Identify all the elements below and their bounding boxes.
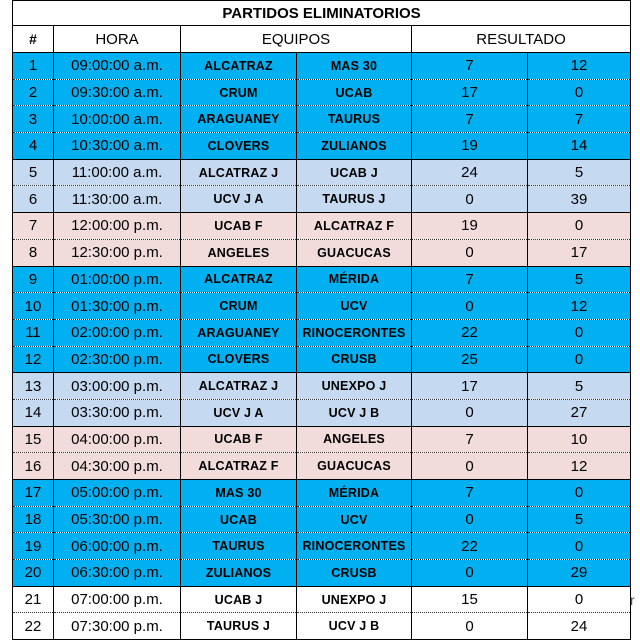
score1-cell: 0 (412, 453, 528, 480)
score1-cell: 17 (412, 373, 528, 400)
score2-cell: 5 (528, 373, 631, 400)
score2-cell: 0 (528, 533, 631, 560)
table-row (13, 319, 631, 346)
team1-cell: ARAGUANEY (181, 319, 297, 346)
team2-cell: CRUSB (297, 346, 412, 373)
team1-cell: ALCATRAZ (181, 53, 297, 80)
score1-cell: 25 (412, 346, 528, 373)
score1-cell: 19 (412, 213, 528, 240)
table-row (13, 560, 631, 587)
score2-cell: 12 (528, 53, 631, 80)
team1-cell: ARAGUANEY (181, 106, 297, 133)
team1-cell: ALCATRAZ J (181, 159, 297, 186)
score1-cell: 24 (412, 159, 528, 186)
match-number-cell: 10 (13, 293, 54, 320)
score2-cell: 0 (528, 213, 631, 240)
score1-cell: 0 (412, 293, 528, 320)
team1-cell: CRUM (181, 293, 297, 320)
time-cell: 03:30:00 p.m. (54, 399, 181, 426)
team2-cell: TAURUS (297, 106, 412, 133)
team2-cell: UCV J B (297, 399, 412, 426)
matches-table (12, 0, 631, 640)
score2-cell: 5 (528, 506, 631, 533)
table-row (13, 106, 631, 133)
team2-cell: GUACUCAS (297, 453, 412, 480)
team1-cell: CLOVERS (181, 346, 297, 373)
score2-cell: 14 (528, 133, 631, 160)
score1-cell: 0 (412, 506, 528, 533)
match-number-cell: 14 (13, 399, 54, 426)
match-number-cell: 2 (13, 79, 54, 106)
table-row (13, 79, 631, 106)
table-row (13, 399, 631, 426)
team1-cell: UCAB F (181, 213, 297, 240)
score1-cell: 0 (412, 613, 528, 640)
time-cell: 10:30:00 a.m. (54, 133, 181, 160)
team1-cell: CLOVERS (181, 133, 297, 160)
match-number-cell: 18 (13, 506, 54, 533)
team2-cell: ANGELES (297, 426, 412, 453)
score2-cell: 29 (528, 560, 631, 587)
match-number-cell: 19 (13, 533, 54, 560)
team1-cell: UCV J A (181, 186, 297, 213)
table-row (13, 453, 631, 480)
team2-cell: CRUSB (297, 560, 412, 587)
time-cell: 09:00:00 a.m. (54, 53, 181, 80)
header-resultado: RESULTADO (412, 26, 631, 53)
score2-cell: 0 (528, 586, 631, 613)
score1-cell: 0 (412, 239, 528, 266)
table-row (13, 426, 631, 453)
team2-cell: TAURUS J (297, 186, 412, 213)
score2-cell: 0 (528, 319, 631, 346)
time-cell: 04:00:00 p.m. (54, 426, 181, 453)
team2-cell: UCAB (297, 79, 412, 106)
table-title: PARTIDOS ELIMINATORIOS (13, 1, 631, 26)
match-number-cell: 20 (13, 560, 54, 587)
score1-cell: 22 (412, 319, 528, 346)
team2-cell: UNEXPO J (297, 373, 412, 400)
score2-cell: 7 (528, 106, 631, 133)
score2-cell: 27 (528, 399, 631, 426)
match-number-cell: 6 (13, 186, 54, 213)
score1-cell: 22 (412, 533, 528, 560)
team1-cell: TAURUS J (181, 613, 297, 640)
team2-cell: UCV (297, 506, 412, 533)
table-row (13, 533, 631, 560)
time-cell: 11:30:00 a.m. (54, 186, 181, 213)
team1-cell: ALCATRAZ F (181, 453, 297, 480)
score1-cell: 7 (412, 266, 528, 293)
score2-cell: 5 (528, 266, 631, 293)
score1-cell: 17 (412, 79, 528, 106)
table-row (13, 186, 631, 213)
header-num: # (13, 26, 54, 53)
table-row (13, 346, 631, 373)
team2-cell: RINOCERONTES (297, 533, 412, 560)
team1-cell: UCAB J (181, 586, 297, 613)
match-number-cell: 7 (13, 213, 54, 240)
score1-cell: 7 (412, 106, 528, 133)
time-cell: 05:00:00 p.m. (54, 480, 181, 507)
team1-cell: ANGELES (181, 239, 297, 266)
team1-cell: MAS 30 (181, 480, 297, 507)
team2-cell: UCAB J (297, 159, 412, 186)
table-row (13, 266, 631, 293)
team2-cell: MAS 30 (297, 53, 412, 80)
table-row (13, 159, 631, 186)
time-cell: 01:30:00 p.m. (54, 293, 181, 320)
match-number-cell: 1 (13, 53, 54, 80)
time-cell: 07:00:00 p.m. (54, 586, 181, 613)
score2-cell: 0 (528, 79, 631, 106)
team2-cell: RINOCERONTES (297, 319, 412, 346)
match-number-cell: 22 (13, 613, 54, 640)
time-cell: 02:00:00 p.m. (54, 319, 181, 346)
match-number-cell: 5 (13, 159, 54, 186)
time-cell: 09:30:00 a.m. (54, 79, 181, 106)
team1-cell: ZULIANOS (181, 560, 297, 587)
score2-cell: 12 (528, 453, 631, 480)
time-cell: 12:00:00 p.m. (54, 213, 181, 240)
team1-cell: UCV J A (181, 399, 297, 426)
team2-cell: UCV J B (297, 613, 412, 640)
score2-cell: 10 (528, 426, 631, 453)
team1-cell: UCAB F (181, 426, 297, 453)
time-cell: 11:00:00 a.m. (54, 159, 181, 186)
spreadsheet (12, 0, 630, 640)
team1-cell: CRUM (181, 79, 297, 106)
team2-cell: ZULIANOS (297, 133, 412, 160)
time-cell: 06:00:00 p.m. (54, 533, 181, 560)
team2-cell: UCV (297, 293, 412, 320)
header-equipos: EQUIPOS (181, 26, 412, 53)
match-number-cell: 8 (13, 239, 54, 266)
clipped-side-text: r (630, 592, 635, 608)
table-row (13, 133, 631, 160)
header-hora: HORA (54, 26, 181, 53)
team1-cell: ALCATRAZ J (181, 373, 297, 400)
score2-cell: 0 (528, 346, 631, 373)
time-cell: 02:30:00 p.m. (54, 346, 181, 373)
match-number-cell: 16 (13, 453, 54, 480)
time-cell: 03:00:00 p.m. (54, 373, 181, 400)
time-cell: 10:00:00 a.m. (54, 106, 181, 133)
table-row (13, 480, 631, 507)
team1-cell: TAURUS (181, 533, 297, 560)
match-number-cell: 12 (13, 346, 54, 373)
team2-cell: ALCATRAZ F (297, 213, 412, 240)
time-cell: 04:30:00 p.m. (54, 453, 181, 480)
team2-cell: GUACUCAS (297, 239, 412, 266)
match-number-cell: 21 (13, 586, 54, 613)
score2-cell: 12 (528, 293, 631, 320)
table-row (13, 586, 631, 613)
table-row (13, 213, 631, 240)
time-cell: 12:30:00 p.m. (54, 239, 181, 266)
score1-cell: 7 (412, 53, 528, 80)
team2-cell: UNEXPO J (297, 586, 412, 613)
score2-cell: 0 (528, 480, 631, 507)
time-cell: 05:30:00 p.m. (54, 506, 181, 533)
team2-cell: MÉRIDA (297, 480, 412, 507)
score1-cell: 7 (412, 480, 528, 507)
time-cell: 01:00:00 p.m. (54, 266, 181, 293)
team2-cell: MÉRIDA (297, 266, 412, 293)
score1-cell: 0 (412, 399, 528, 426)
match-number-cell: 11 (13, 319, 54, 346)
match-number-cell: 15 (13, 426, 54, 453)
match-number-cell: 3 (13, 106, 54, 133)
time-cell: 07:30:00 p.m. (54, 613, 181, 640)
table-row (13, 613, 631, 640)
table-body (13, 53, 631, 640)
team1-cell: UCAB (181, 506, 297, 533)
score1-cell: 7 (412, 426, 528, 453)
score2-cell: 17 (528, 239, 631, 266)
table-row (13, 373, 631, 400)
table-row (13, 293, 631, 320)
score2-cell: 39 (528, 186, 631, 213)
table-row (13, 53, 631, 80)
score1-cell: 0 (412, 186, 528, 213)
table-row (13, 506, 631, 533)
score2-cell: 5 (528, 159, 631, 186)
score1-cell: 15 (412, 586, 528, 613)
score2-cell: 24 (528, 613, 631, 640)
team1-cell: ALCATRAZ (181, 266, 297, 293)
match-number-cell: 13 (13, 373, 54, 400)
match-number-cell: 4 (13, 133, 54, 160)
table-row (13, 239, 631, 266)
time-cell: 06:30:00 p.m. (54, 560, 181, 587)
score1-cell: 0 (412, 560, 528, 587)
match-number-cell: 9 (13, 266, 54, 293)
score1-cell: 19 (412, 133, 528, 160)
match-number-cell: 17 (13, 480, 54, 507)
